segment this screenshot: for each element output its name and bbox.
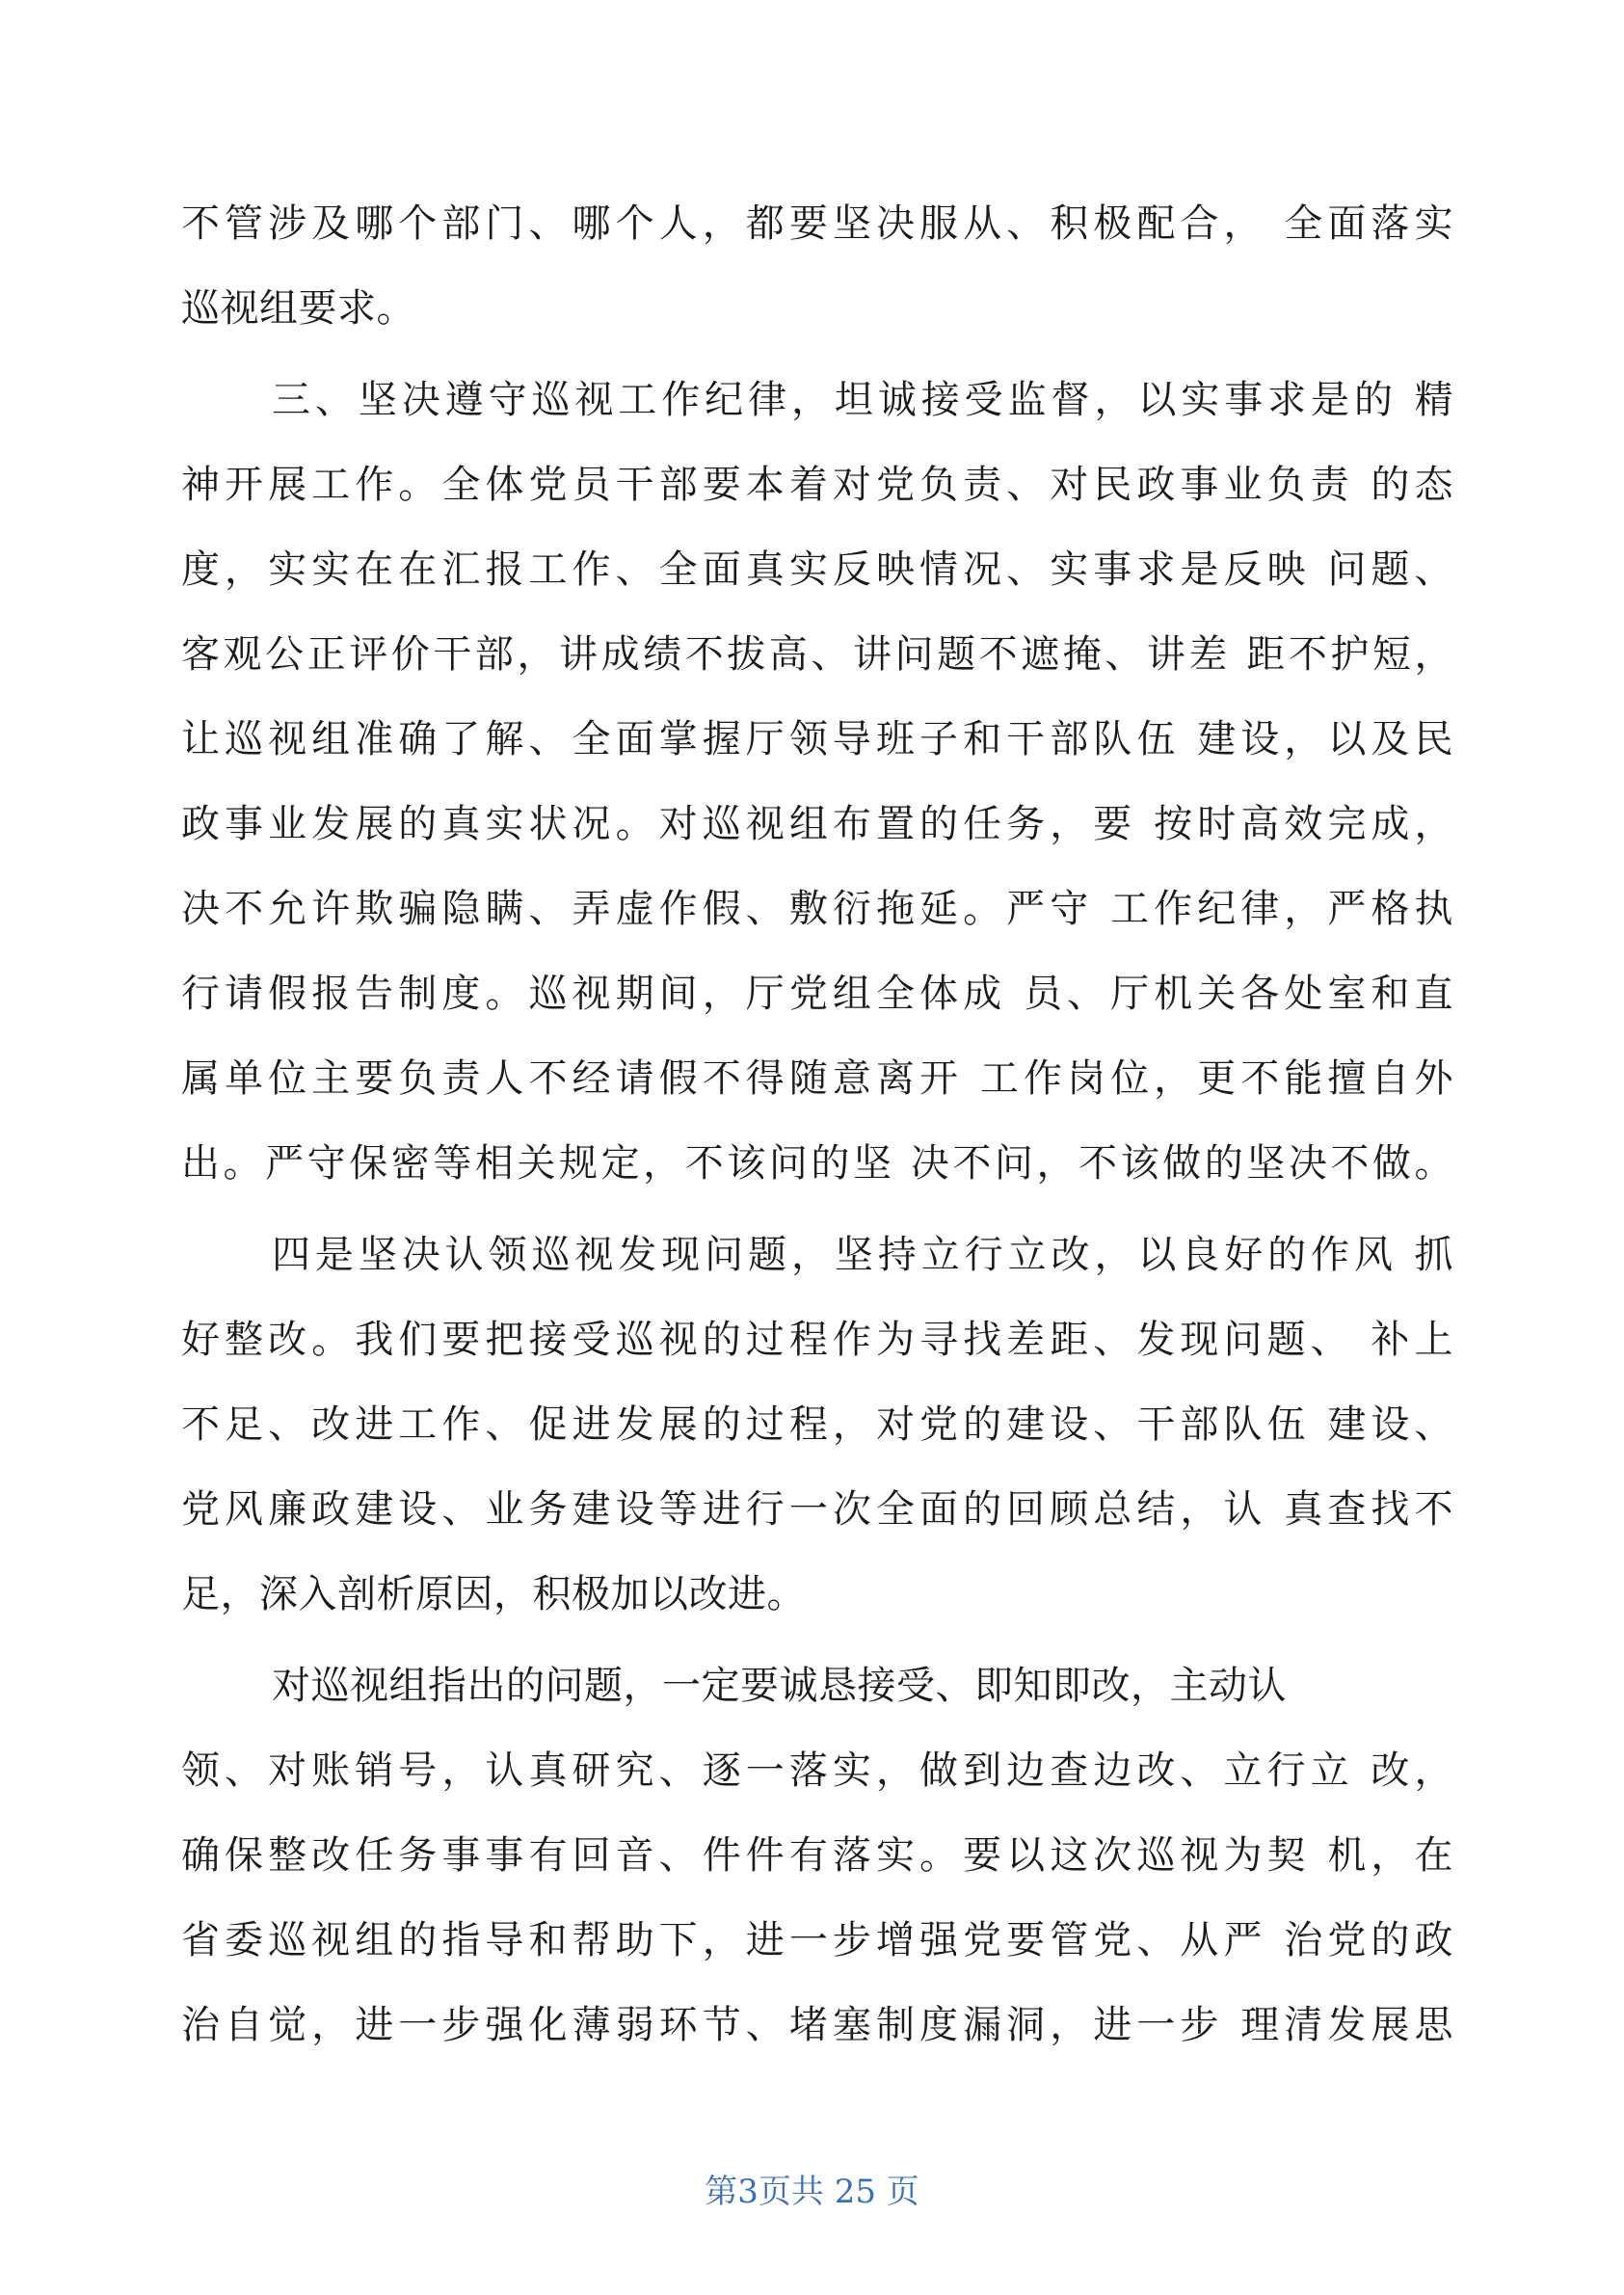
text-line: 确保整改任务事事有回音、件件有落实。要以这次巡视为契 机，在 (181, 1833, 1453, 1878)
text-line: 政事业发展的真实状况。对巡视组布置的任务，要 按时高效完成， (181, 802, 1453, 846)
text-line: 四是坚决认领巡视发现问题，坚持立行立改，以良好的作风 抓 (272, 1233, 1453, 1277)
text-line: 对巡视组指出的问题，一定要诚恳接受、即知即改，主动认 (272, 1664, 1287, 1708)
text-line: 治自觉，进一步强化薄弱环节、堵塞制度漏洞，进一步 理清发展思 (181, 2003, 1453, 2047)
footer-total-pages: 25 (834, 2173, 876, 2211)
footer-middle: 页共 (758, 2173, 824, 2211)
text-line: 决不允许欺骗隐瞒、弄虚作假、敷衍拖延。严守 工作纪律，严格执 (181, 887, 1453, 931)
text-line: 足，深入剖析原因，积极加以改进。 (181, 1572, 806, 1616)
footer-prefix: 第 (705, 2173, 738, 2211)
page-number-footer (0, 2165, 1624, 2212)
text-line: 客观公正评价干部，讲成绩不拔高、讲问题不遮掩、讲差 距不护短， (181, 632, 1453, 677)
text-line: 三、坚决遵守巡视工作纪律，坦诚接受监督，以实事求是的 精 (272, 378, 1453, 422)
footer-current-page: 3 (737, 2173, 759, 2211)
text-line: 领、对账销号，认真研究、逐一落实，做到边查边改、立行立 改， (181, 1748, 1453, 1793)
text-line: 不足、改进工作、促进发展的过程，对党的建设、干部队伍 建设、 (181, 1402, 1453, 1447)
text-line: 让巡视组准确了解、全面掌握厅领导班子和干部队伍 建设，以及民 (181, 717, 1453, 761)
text-line: 行请假报告制度。巡视期间，厅党组全体成 员、厅机关各处室和直 (181, 972, 1453, 1016)
text-line: 神开展工作。全体党员干部要本着对党负责、对民政事业负责 的态 (181, 463, 1453, 507)
text-line: 省委巡视组的指导和帮助下，进一步增强党要管党、从严 治党的政 (181, 1918, 1453, 1962)
text-line: 党风廉政建设、业务建设等进行一次全面的回顾总结，认 真查找不 (181, 1487, 1453, 1532)
text-line: 不管涉及哪个部门、哪个人，都要坚决服从、积极配合， 全面落实 (181, 201, 1453, 246)
footer-suffix: 页 (886, 2173, 919, 2211)
text-line: 度，实实在在汇报工作、全面真实反映情况、实事求是反映 问题、 (181, 547, 1453, 592)
text-line: 好整改。我们要把接受巡视的过程作为寻找差距、发现问题、 补上 (181, 1318, 1453, 1362)
text-line: 属单位主要负责人不经请假不得随意离开 工作岗位，更不能擅自外 (181, 1056, 1453, 1101)
text-line: 巡视组要求。 (181, 286, 415, 331)
text-line: 出。严守保密等相关规定，不该问的坚 决不问，不该做的坚决不做。 (181, 1141, 1453, 1186)
